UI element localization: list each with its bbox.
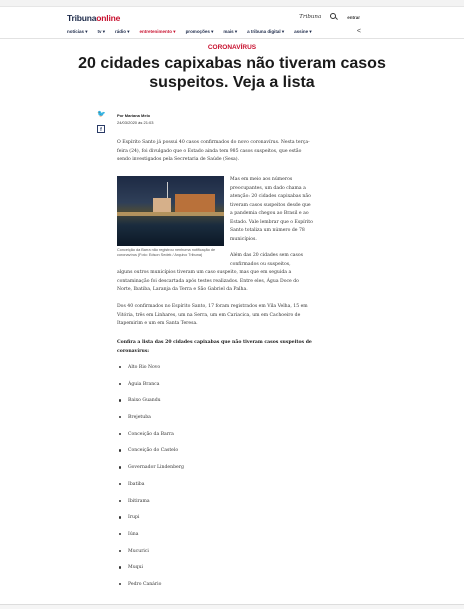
list-item: Iúna [117,530,313,547]
site-logo[interactable] [67,13,120,23]
list-item: Pedro Canário [117,580,313,597]
article-photo [117,176,224,246]
search-icon[interactable] [330,13,338,21]
facebook-icon[interactable]: f [97,125,105,133]
nav-item-assine[interactable]: assine ▾ [294,29,312,34]
list-item: Brejetuba [117,413,313,430]
photo-detail [117,212,224,216]
list-item: Águia Branca [117,380,313,397]
tribuna-mini-logo[interactable]: Tribuna [299,14,322,20]
article-author: Por Mariana Melo [117,113,151,118]
nav-item-entretenimento[interactable]: entretenimento ▾ [139,29,176,34]
article-date: 24/03/2020 às 21:03 [117,120,154,125]
nav-item-tribuna-digital[interactable]: a tribuna digital ▾ [247,29,285,34]
list-item: Irupi [117,513,313,530]
logo-text-online: online [96,13,121,23]
list-item: Alto Rio Novo [117,363,313,380]
social-share-bar [97,111,105,133]
nav-item-radio[interactable]: rádio ▾ [115,29,130,34]
main-nav [67,29,312,35]
list-item: Ibatiba [117,480,313,497]
bottom-scroll-bar[interactable] [0,604,464,609]
browser-top-strip [0,0,464,7]
share-icon[interactable]: < [356,28,361,35]
article-paragraph-3-cont: alguns outros municípios tiveram um caso suspeito, mas que em seguida a contaminação foi descartada após testes realizados. Entre eles, Água Doce do Norte, Ibatiba, Laranja da Terra e São Gabriel da Palha. [117,270,299,292]
article-byline [117,112,153,126]
article-title: 20 cidades capixabas não tiveram casos suspeitos. Veja a lista [78,55,386,91]
photo-detail [153,198,171,212]
article-paragraph-3: Além das 20 cidades sem casos confirmados ou suspeitos, [230,253,304,267]
list-item: Governador Lindenberg [117,463,313,480]
list-item: Muqui [117,563,313,580]
article-paragraph-2: Mas em meio aos números preocupantes, um dado chama a atenção: 20 cidades capixabas não tiveram casos suspeitos desde que a pandemia chegou ao Brasil e ao Estado. Vale lembrar que o Espírito Santo totaliza um número de 78 municípios. [230,177,313,242]
list-item: Conceição da Barra [117,430,313,447]
cities-list [117,363,313,597]
article-list-intro: Confira a lista das 20 cidades capixabas que não tiveram casos suspeitos de coronavírus: [117,340,312,354]
nav-item-promocoes[interactable]: promoções ▾ [185,29,214,34]
list-item: Baixo Guandu [117,396,313,413]
header-actions [299,13,360,21]
nav-item-tv[interactable]: tv ▾ [97,29,106,34]
article-paragraph-1: O Espírito Santo já possui 40 casos confirmados do novo coronavírus. Nesta terça-feira (24), foi divulgado que o Estado ainda tem 985 casos suspeitos, que estão sendo investigados pela Secretaria de Saúde (Sesa). [117,140,310,162]
login-link[interactable]: entrar [347,14,360,20]
list-item: Ibitirama [117,497,313,514]
list-item: Mucurici [117,547,313,564]
photo-detail [175,194,215,212]
nav-item-mais[interactable]: mais ▾ [223,29,238,34]
nav-item-noticias[interactable]: notícias ▾ [67,29,88,34]
logo-text-tribuna: Tribuna [67,13,97,23]
photo-caption: Conceição da Barra não registrou nenhuma notificação de coronavírus (Foto: Edson Sedek / Arquivo Tribuna) [117,248,216,257]
article-kicker[interactable]: CORONAVÍRUS [207,44,257,51]
twitter-icon[interactable]: 🐦 [97,111,106,118]
site-header [0,7,464,39]
article-paragraph-4: Dos 40 confirmados no Espírito Santo, 17 foram registrados em Vila Velha, 15 em Vitória, três em Linhares, um na Serra, um em Cariacica, um em Cachoeiro de Itapemirim e um em Santa Teresa. [117,304,308,326]
list-item: Conceição do Castelo [117,446,313,463]
